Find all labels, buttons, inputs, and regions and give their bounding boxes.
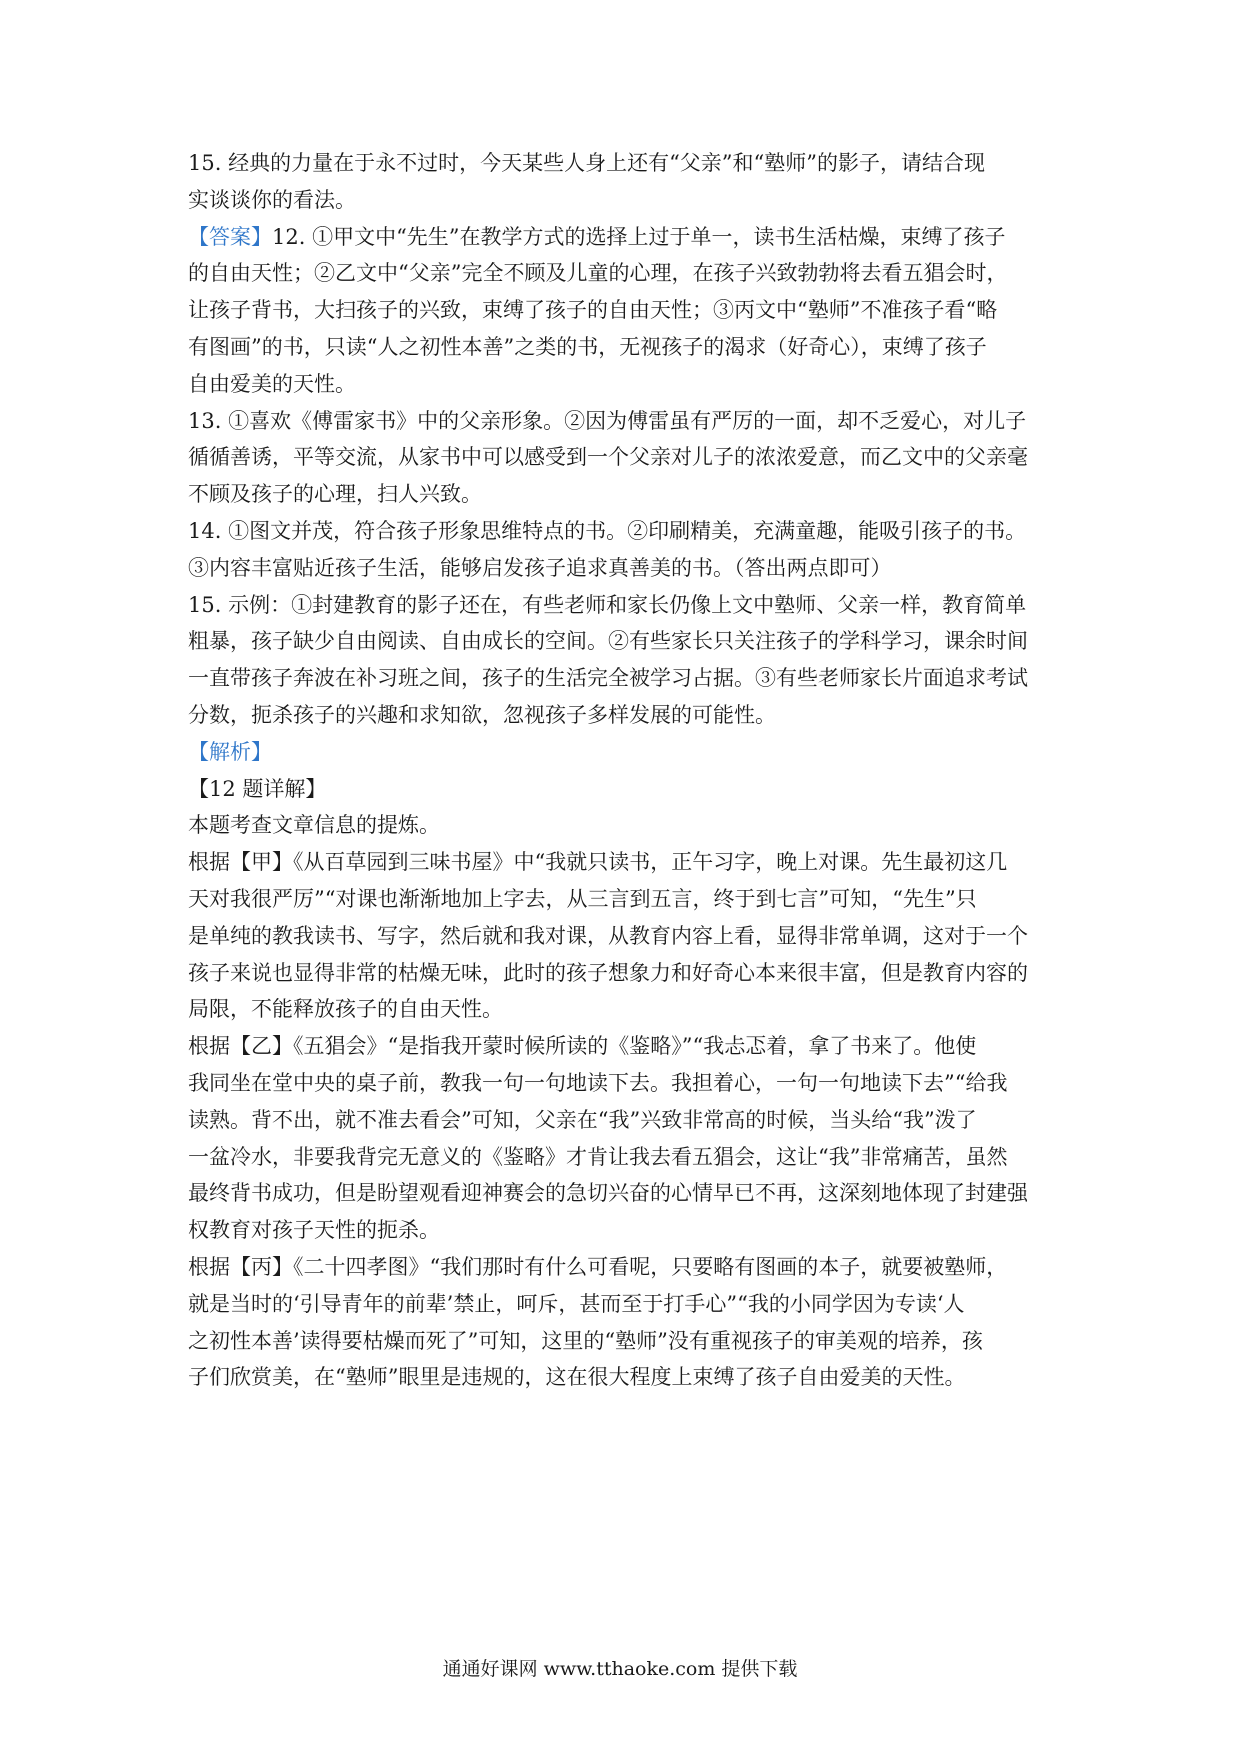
answer-15-line-1: 15. 示例：①封建教育的影子还在，有些老师和家长仍像上文中塾师、父亲一样，教育简单 [188,592,1027,617]
answer-15-line-4: 分数，扼杀孩子的兴趣和求知欲，忽视孩子多样发展的可能性。 [188,702,776,727]
jia-line-3: 是单纯的教我读书、写字，然后就和我对课，从教育内容上看，显得非常单调，这对于一个 [188,923,1028,948]
bing-line-2: 就是当时的‘引导青年的前辈’禁止，呵斥，甚而至于打手心”“我的小同学因为专读‘人 [188,1291,965,1316]
answer-12-line-2: 的自由天性；②乙文中“父亲”完全不顾及儿童的心理，在孩子兴致勃勃将去看五猖会时， [188,261,1008,286]
answer-13-line-1: 13. ①喜欢《傅雷家书》中的父亲形象。②因为傅雷虽有严厉的一面，却不乏爱心，对儿子 [188,408,1027,433]
jia-line-4: 孩子来说也显得非常的枯燥无味，此时的孩子想象力和好奇心本来很丰富，但是教育内容的 [188,960,1028,985]
detail-12-intro: 本题考查文章信息的提炼。 [188,813,440,838]
answer-tag: 【答案】 [188,224,272,249]
answer-12-line-5: 自由爱美的天性。 [188,371,356,396]
answer-14-line-1: 14. ①图文并茂，符合孩子形象思维特点的书。②印刷精美，充满童趣，能吸引孩子的书。 [188,518,1027,543]
yi-line-3: 读熟。背不出，就不准去看会”可知，父亲在“我”兴致非常高的时候，当头给“我”泼了 [188,1107,977,1132]
answer-12-line-1 [188,219,1058,256]
yi-line-2: 我同坐在堂中央的桌子前，教我一句一句地读下去。我担着心，一句一句地读下去”“给我 [188,1070,1008,1095]
answer-15-line-3: 一直带孩子奔波在补习班之间，孩子的生活完全被学习占据。③有些老师家长片面追求考试 [188,666,1028,691]
document-body [188,145,1058,1396]
jia-line-1: 根据【甲】《从百草园到三味书屋》中“我就只读书，正午习字，晚上对课。先生最初这几 [188,850,1008,875]
answer-15-line-2: 粗暴，孩子缺少自由阅读、自由成长的空间。②有些家长只关注孩子的学科学习，课余时间 [188,629,1028,654]
bing-line-3: 之初性本善’读得要枯燥而死了”可知，这里的“塾师”没有重视孩子的审美观的培养，孩 [188,1328,983,1353]
answer-13-line-2: 循循善诱，平等交流，从家书中可以感受到一个父亲对儿子的浓浓爱意，而乙文中的父亲毫 [188,445,1028,470]
jia-line-2: 天对我很严厉”“对课也渐渐地加上字去，从三言到五言，终于到七言”可知，“先生”只 [188,886,977,911]
bing-line-1: 根据【丙】《二十四孝图》“我们那时有什么可看呢，只要略有图画的本子，就要被塾师， [188,1254,1008,1279]
answer-12-text: 12. ①甲文中“先生”在教学方式的选择上过于单一，读书生活枯燥，束缚了孩子 [272,224,1006,249]
detail-12-title: 【12 题详解】 [188,776,327,801]
answer-12-line-3: 让孩子背书，大扫孩子的兴致，束缚了孩子的自由天性；③丙文中“塾师”不准孩子看“略 [188,298,998,323]
yi-line-6: 权教育对孩子天性的扼杀。 [188,1218,440,1243]
question-15-line-2: 实谈谈你的看法。 [188,187,356,212]
question-15-line-1: 15. 经典的力量在于永不过时，今天某些人身上还有“父亲”和“塾师”的影子，请结合现 [188,151,986,175]
bing-line-4: 子们欣赏美，在“塾师”眼里是违规的，这在很大程度上束缚了孩子自由爱美的天性。 [188,1365,966,1390]
answer-14-line-2: ③内容丰富贴近孩子生活，能够启发孩子追求真善美的书。（答出两点即可） [188,555,892,580]
yi-line-1: 根据【乙】《五猖会》“是指我开蒙时候所读的《鉴略》”“我忐忑着，拿了书来了。他使 [188,1034,977,1059]
yi-line-5: 最终背书成功，但是盼望观看迎神赛会的急切兴奋的心情早已不再，这深刻地体现了封建强 [188,1181,1028,1206]
yi-line-4: 一盆冷水，非要我背完无意义的《鉴略》才肯让我去看五猖会，这让“我”非常痛苦，虽然 [188,1144,1008,1169]
analysis-tag: 【解析】 [188,739,272,764]
jia-line-5: 局限，不能释放孩子的自由天性。 [188,997,503,1022]
answer-13-line-3: 不顾及孩子的心理，扫人兴致。 [188,482,482,507]
page-footer: 通通好课网 www.tthaoke.com 提供下载 [442,1658,798,1680]
answer-12-line-4: 有图画”的书，只读“人之初性本善”之类的书，无视孩子的渴求（好奇心），束缚了孩子 [188,334,987,359]
